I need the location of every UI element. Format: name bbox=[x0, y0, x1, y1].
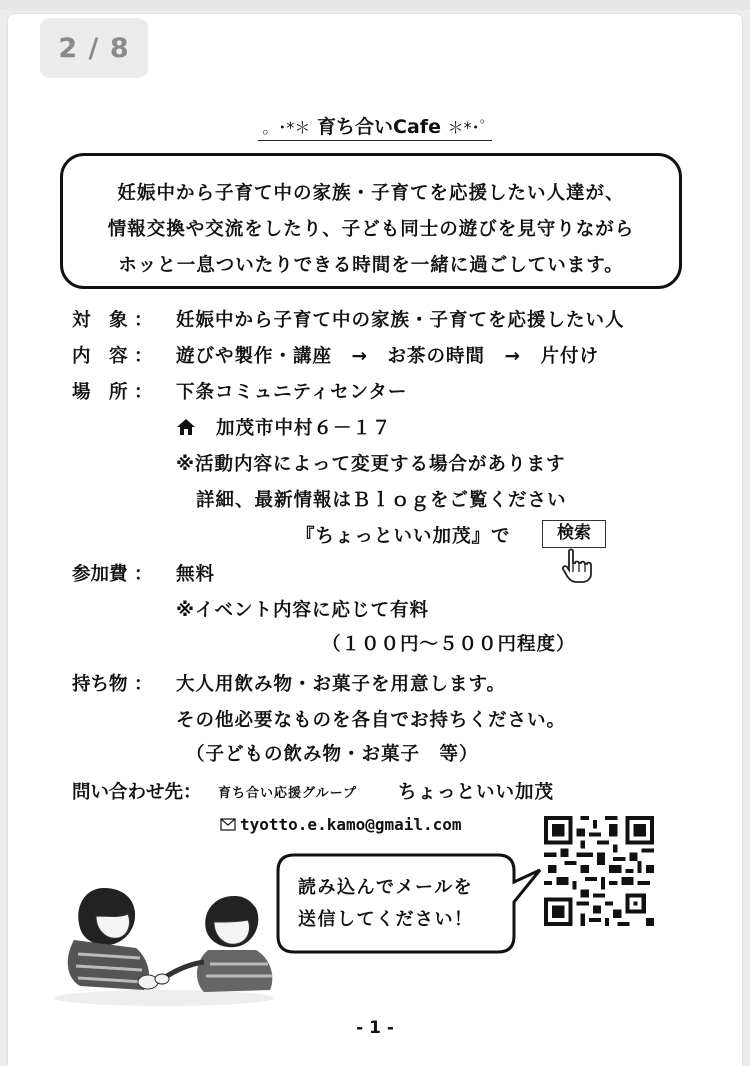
place-label: 場 所 ： bbox=[72, 382, 153, 403]
envelope-icon bbox=[220, 818, 236, 831]
fee-value: 無料 bbox=[176, 564, 216, 585]
search-button[interactable]: 検索 bbox=[542, 520, 606, 548]
content-value: 遊びや製作・講座 → お茶の時間 → 片付け bbox=[176, 346, 600, 367]
target-value: 妊娠中から子育て中の家族・子育てを応援したい人 bbox=[176, 310, 625, 331]
contact-name: ちょっといい加茂 bbox=[398, 782, 555, 803]
bring-label: 持ち物 ： bbox=[72, 674, 153, 695]
page-indicator: 2 / 8 bbox=[40, 18, 148, 78]
contact-group: 育ち合い応援グループ bbox=[218, 786, 357, 801]
email-address[interactable]: tyotto.e.kamo@gmail.com bbox=[240, 815, 462, 834]
page-number: - 1 - bbox=[356, 1018, 394, 1038]
fee-note: ※イベント内容に応じて有料 bbox=[176, 600, 429, 621]
children-illustration bbox=[44, 858, 284, 1008]
intro-box bbox=[60, 153, 682, 289]
document-title bbox=[0, 112, 750, 139]
intro-line: 情報交換や交流をしたり、子ども同士の遊びを見守りながら bbox=[107, 219, 635, 240]
search-phrase: 『ちょっといい加茂』で bbox=[296, 526, 511, 547]
address: 加茂市中村６－１７ bbox=[216, 418, 392, 439]
title-underline bbox=[258, 116, 491, 141]
note-blog: 詳細、最新情報はＢｌｏｇをご覧ください bbox=[196, 490, 567, 511]
content-label: 内 容 ： bbox=[72, 346, 153, 367]
target-label: 対 象 ： bbox=[72, 310, 153, 331]
fee-label: 参加費 ： bbox=[72, 564, 153, 585]
title-text: 育ち合いCafe bbox=[317, 116, 441, 138]
bubble-line: 読み込んでメールを bbox=[298, 877, 474, 898]
qr-code[interactable] bbox=[540, 812, 658, 930]
pointing-hand-icon bbox=[560, 548, 594, 584]
top-bar bbox=[0, 0, 750, 10]
intro-line: ホッと一息ついたりできる時間を一緒に過ごしています。 bbox=[118, 255, 624, 276]
fee-range: （１００円～５００円程度） bbox=[322, 634, 576, 655]
bring-line: 大人用飲み物・お菓子を用意します。 bbox=[176, 674, 507, 695]
bring-line: その他必要なものを各自でお持ちください。 bbox=[176, 710, 567, 731]
note-change: ※活動内容によって変更する場合があります bbox=[176, 454, 566, 475]
title-deco-left: 。･*＊ bbox=[262, 118, 311, 137]
contact-label: 問い合わせ先： bbox=[72, 782, 202, 803]
bubble-text bbox=[298, 872, 474, 936]
bubble-line: 送信してください！ bbox=[298, 909, 474, 930]
home-icon bbox=[176, 418, 196, 436]
title-deco-right: ＊*･ﾟ bbox=[447, 118, 488, 137]
intro-line: 妊娠中から子育て中の家族・子育てを応援したい人達が、 bbox=[117, 183, 625, 204]
bring-line: （子どもの飲み物・お菓子 等） bbox=[186, 744, 479, 765]
place-value: 下条コミュニティセンター bbox=[176, 382, 408, 403]
